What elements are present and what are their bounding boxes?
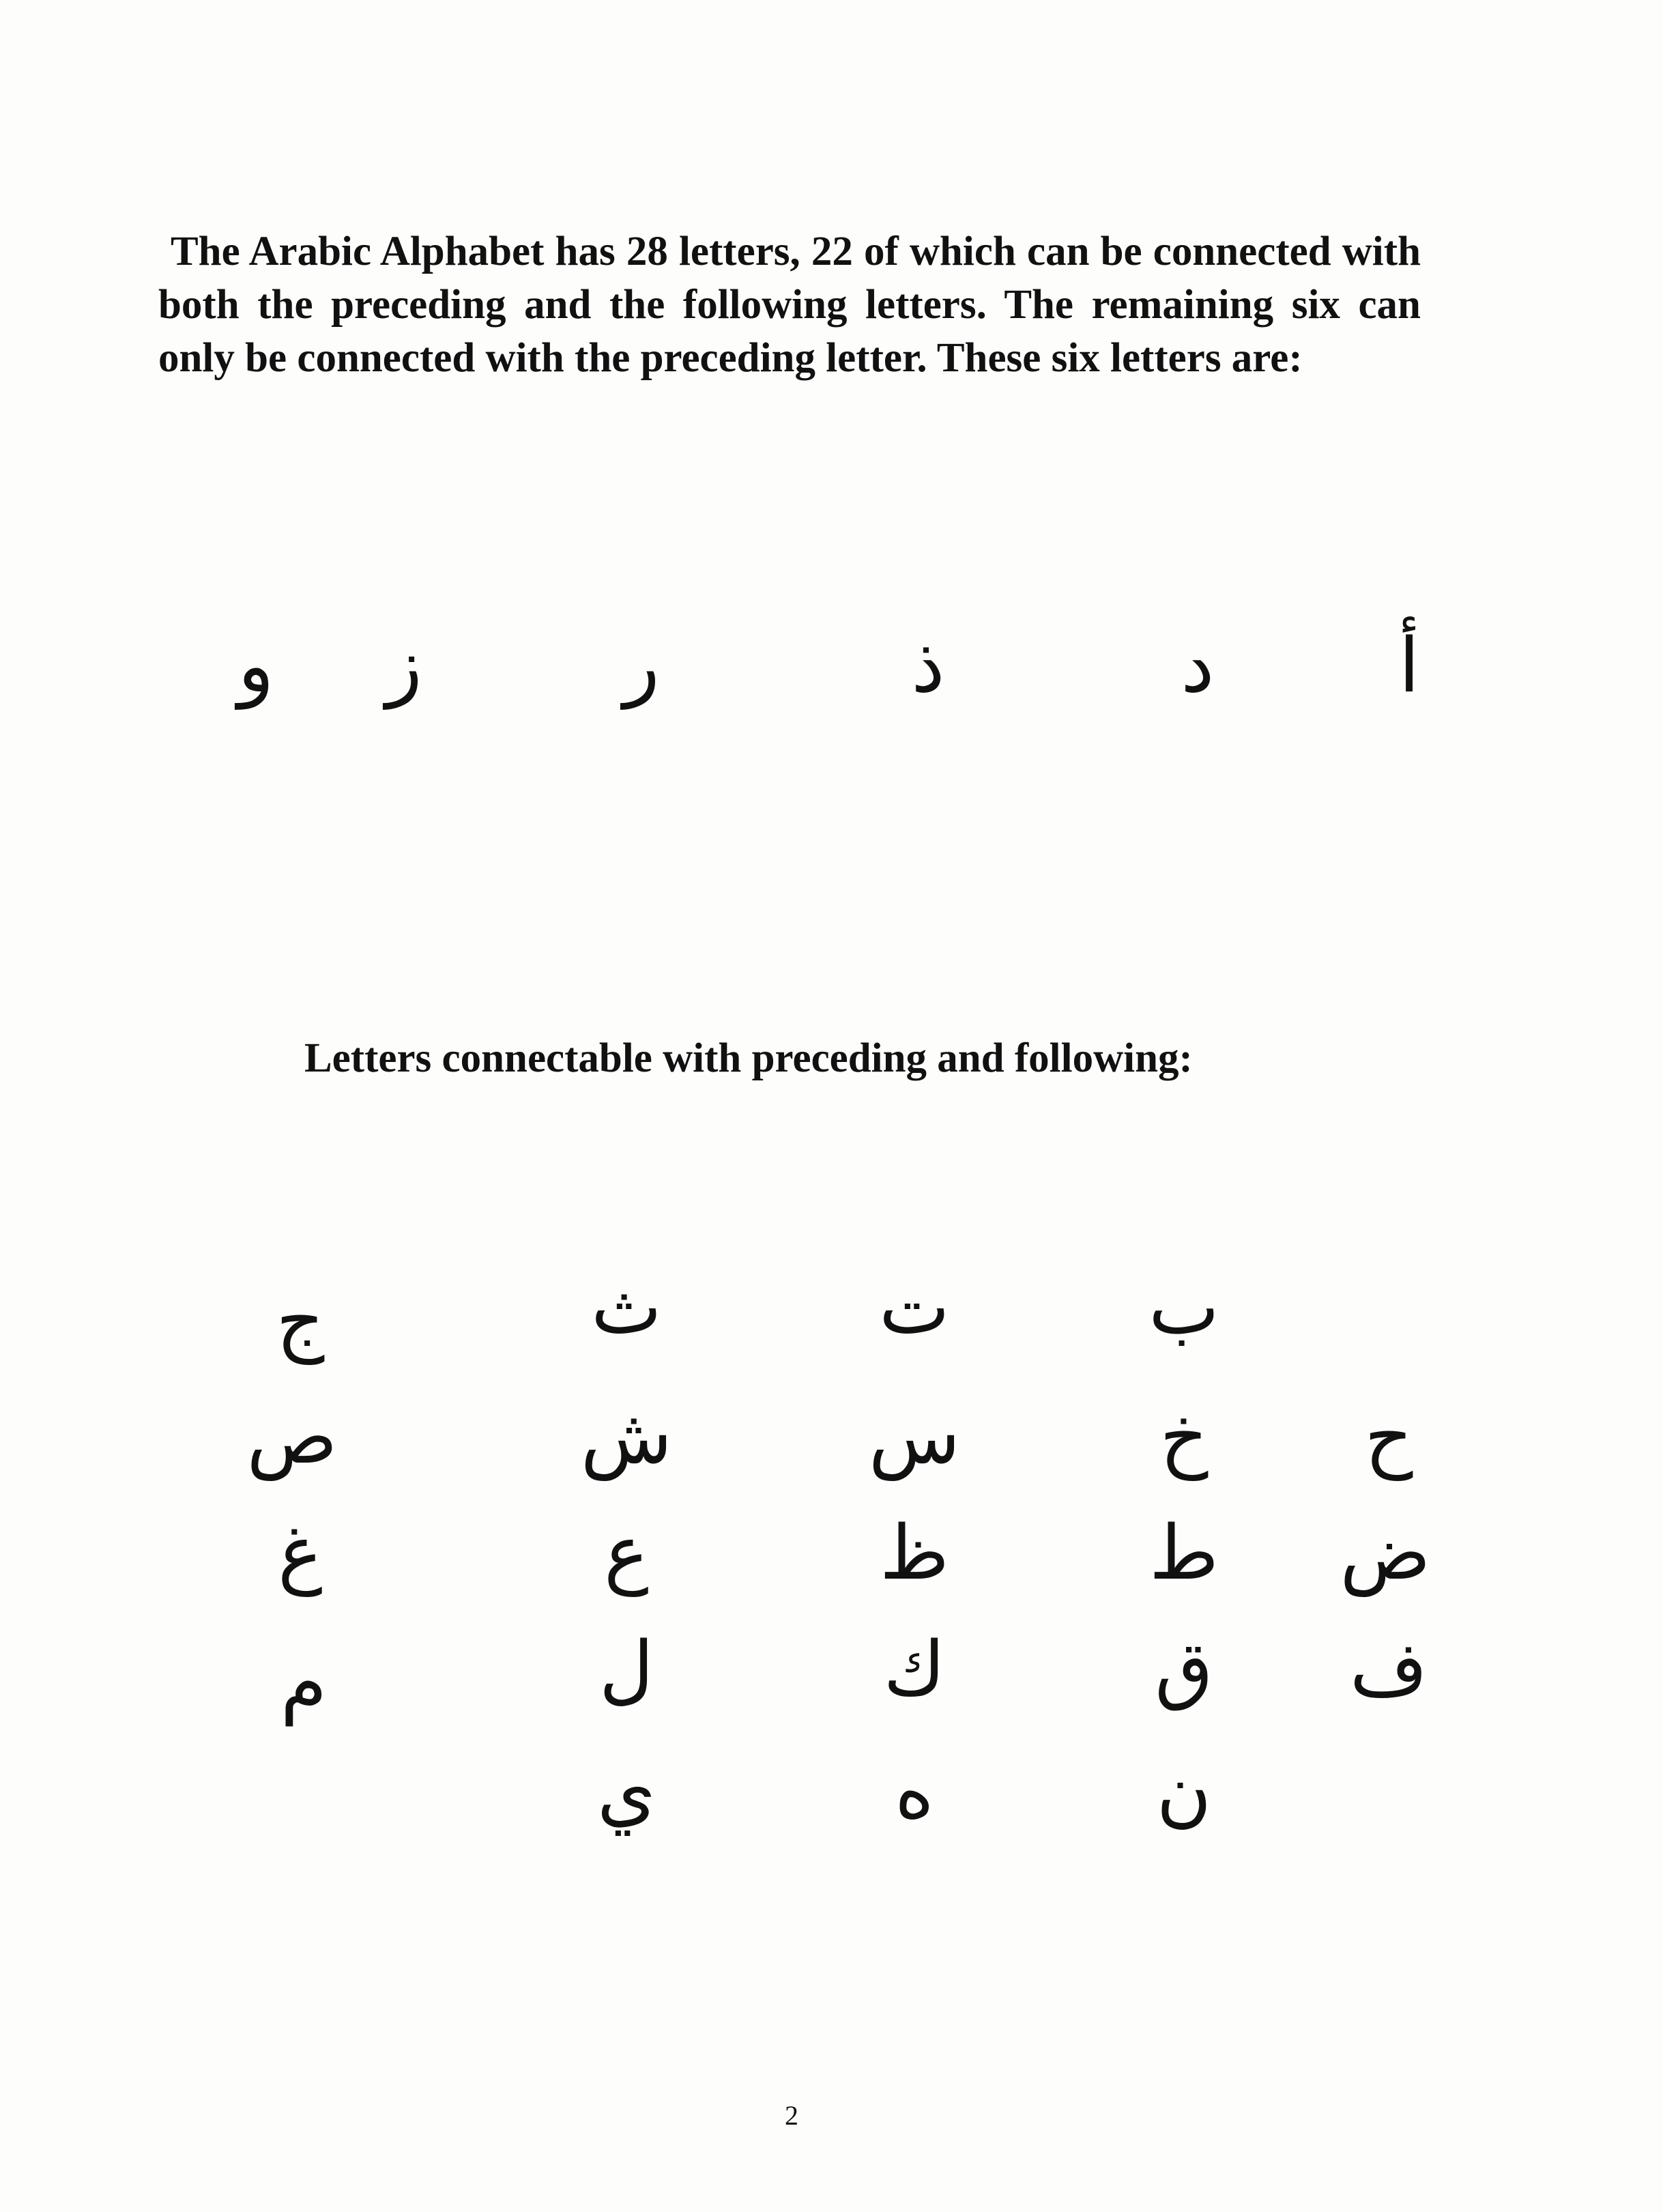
letter-ta: ت — [879, 1263, 950, 1351]
letter-zah: ظ — [880, 1509, 949, 1596]
intro-paragraph: The Arabic Alphabet has 28 letters, 22 of which can be connected with both the preceding and the following letters. The remaining six can only be connected with the preceding letter. These six letters are: — [158, 229, 1421, 381]
letter-sad: ص — [246, 1393, 338, 1480]
letter-dad: ض — [1340, 1509, 1431, 1596]
letter-kha: خ — [1159, 1393, 1209, 1480]
letter-alif-hamza: أ — [1398, 622, 1420, 709]
letter-ghain: غ — [278, 1509, 323, 1596]
letter-fa: ف — [1349, 1625, 1428, 1712]
letter-ra: ر — [623, 622, 660, 709]
letter-qaf: ق — [1155, 1625, 1213, 1712]
letter-dal: د — [1181, 622, 1215, 709]
letter-sin: س — [868, 1393, 961, 1480]
letter-shin: ش — [580, 1393, 673, 1480]
connectable-heading: Letters connectable with preceding and following: — [304, 1035, 1193, 1081]
letter-mim: م — [280, 1639, 328, 1726]
letter-ain: ع — [604, 1509, 649, 1596]
letter-kaf: ك — [883, 1625, 946, 1712]
letter-heh: ه — [895, 1748, 934, 1835]
letter-lam: ل — [599, 1625, 654, 1712]
letter-tah: ط — [1149, 1509, 1219, 1596]
letter-tha: ث — [591, 1263, 662, 1351]
letter-nun: ن — [1156, 1748, 1212, 1835]
letter-ya: ي — [596, 1748, 656, 1835]
letter-ba: ب — [1148, 1263, 1219, 1351]
letter-waw: و — [237, 622, 274, 709]
page-number: 2 — [785, 2100, 798, 2131]
letter-dhal: ذ — [911, 622, 945, 709]
letter-ha: ح — [1364, 1393, 1413, 1480]
letter-zay: ز — [386, 622, 422, 709]
letter-jim: ج — [276, 1277, 325, 1364]
